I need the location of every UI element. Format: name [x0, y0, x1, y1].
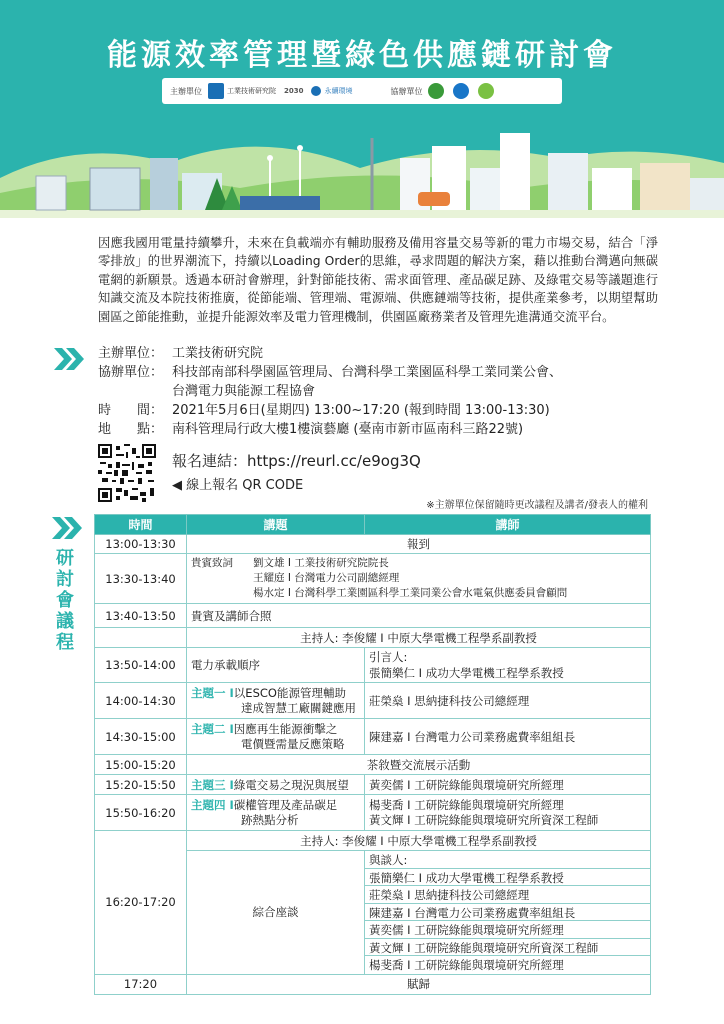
registration-qr-code[interactable]: [98, 444, 156, 502]
co-organizer-row: 協辦單位： 科技部南部科學園區管理局、台灣科學工業園區科學工業同業公會、: [98, 365, 563, 380]
co-organizer-row-2: 台灣電力與能源工程協會: [172, 384, 316, 399]
table-row: 17:20 賦歸: [95, 974, 651, 994]
host-row: 主辦單位： 工業技術研究院: [98, 346, 264, 361]
co-logo-1-icon: [428, 83, 444, 99]
header-topic: 講題: [187, 515, 365, 535]
green-city-illustration: [0, 118, 724, 218]
table-row: 13:00-13:30 報到: [95, 535, 651, 554]
agenda-side-label: 研 討 會 議 程: [56, 548, 74, 653]
place-row: 地 點： 南科管理局行政大樓1樓演藝廳 (臺南市新市區南科三路22號): [98, 422, 524, 437]
table-row: 13:40-13:50 貴賓及講師合照: [95, 604, 651, 628]
table-row: 15:00-15:20 茶敘暨交流展示活動: [95, 755, 651, 775]
header-time: 時間: [95, 515, 187, 535]
itri-logo-icon: [208, 83, 224, 99]
page-title: 能源效率管理暨綠色供應鏈研討會: [107, 38, 617, 73]
co-organizer-label: 協辦單位: [390, 86, 423, 96]
itri-logo: 工業技術研究院: [208, 83, 276, 99]
time-row: 時 間： 2021年5月6日(星期四) 13:00~17:20 (報到時間 13:00-13:30): [98, 403, 550, 418]
header-banner: [0, 0, 724, 218]
co-logo-3-icon: [478, 83, 494, 99]
table-row: 綜合座談 與談人: 張簡樂仁 I 成功大學電機工程學系教授 莊榮燊 I 思納捷科技公司總經理 陳建嘉 I 台灣電力公司業務處費率組組長 黃奕儒 I 工研院綠能與環境研究所經理 黃文輝 I 工研院綠能與環境研究所資深工程師 楊斐喬 I 工研院綠能與環境研究所經理: [95, 851, 651, 975]
chevron-right-icon: [54, 348, 86, 370]
event-info: [98, 344, 678, 439]
table-row: 14:30-15:00 主題二 I因應再生能源衝擊之 電價暨需量反應策略 陳建嘉 I 台灣電力公司業務處費率組組長: [95, 719, 651, 755]
moderator-row: 16:20-17:20 主持人: 李俊耀 I 中原大學電機工程學系副教授: [95, 831, 651, 851]
2030-logo: 2030: [284, 87, 304, 95]
intro-paragraph: 因應我國用電量持續攀升，未來在負載端亦有輔助服務及備用容量交易等新的電力市場交易，結合「淨零排放」的世界潮流下，持續以Loading Order的思維，尋求問題的解決方案，藉以推動台灣邁向無碳電網的新願景。透過本研討會辦理，針對節能技術、需求面管理、產品碳足跡、及綠電交易等議題進行知識交流及本院技術推廣，從節能端、管理端、電源端、供應鏈端等技術，提供產業參考，以期望幫助園區之節能推動，並提升能源效率及電力管理機制，供園區廠務業者及管理先進溝通交流平台。: [98, 236, 658, 324]
moderator-row: 主持人: 李俊耀 I 中原大學電機工程學系副教授: [95, 628, 651, 648]
disclaimer-note: ※主辦單位保留隨時更改議程及講者/發表人的權利: [426, 500, 648, 511]
sustain-logo-icon: [311, 86, 321, 96]
table-row: 15:50-16:20 主題四 I碳權管理及產品碳足 跡熱點分析 楊斐喬 I 工研院綠能與環境研究所經理 黃文輝 I 工研院綠能與環境研究所資深工程師: [95, 795, 651, 831]
header-speaker: 講師: [365, 515, 651, 535]
registration-link[interactable]: 報名連結：https://reurl.cc/e9og3Q: [172, 452, 421, 470]
agenda-header-row: [95, 515, 651, 535]
sustain-logo: 永續環境: [311, 86, 352, 96]
co-logo-2-icon: [453, 83, 469, 99]
chevron-right-icon: [52, 517, 84, 539]
host-label: 主辦單位: [170, 86, 202, 96]
table-row: 14:00-14:30 主題一 I以ESCO能源管理輔助 達成智慧工廠關鍵應用 莊榮燊 I 思納捷科技公司總經理: [95, 683, 651, 719]
table-row: 15:20-15:50 主題三 I綠電交易之現況與展望 黃奕儒 I 工研院綠能與環境研究所經理: [95, 775, 651, 795]
agenda-table: [94, 514, 651, 995]
registration-qr-label: ◀ 線上報名 QR CODE: [172, 478, 304, 493]
organizer-logo-strip: [162, 78, 562, 104]
table-row: 13:30-13:40 貴賓致詞 劉文雄 I 工業技術研究院院長 王耀庭 I 台灣電力公司副總經理 楊水定 I 台灣科學工業園區科學工業同業公會水電氣供應委員會顧問: [95, 554, 651, 604]
table-row: 13:50-14:00 電力承載順序 引言人: 張簡樂仁 I 成功大學電機工程學系教授: [95, 648, 651, 683]
